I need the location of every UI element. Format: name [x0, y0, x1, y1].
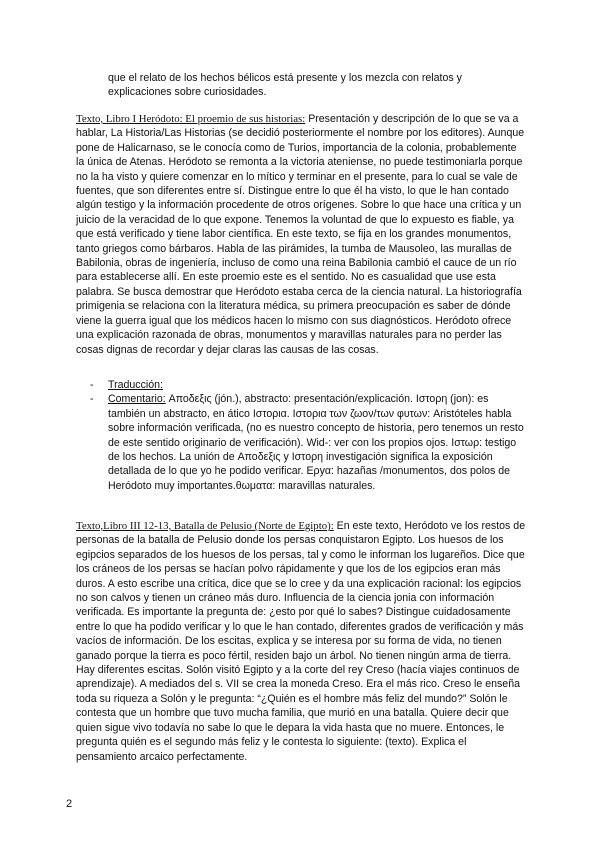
list-item-label: Comentario:	[108, 393, 166, 406]
list-dash: -	[90, 379, 94, 391]
list-dash: -	[90, 393, 94, 406]
intro-paragraph: que el relato de los hechos bélicos está presente y los mezcla con relatos y explicaciones sobre curiosidades.	[108, 72, 462, 99]
section-proemio	[76, 112, 526, 357]
section-proemio-heading: Texto, Libro I Heródoto: El proemio de sus historias:	[76, 113, 306, 125]
section-pelusio-heading: Texto,Libro III 12-13, Batalla de Pelusio (Norte de Egipto):	[76, 520, 334, 532]
page-number: 2	[66, 798, 73, 810]
list-item-label: Traducción:	[108, 379, 163, 391]
section-proemio-body: Presentación y descripción de lo que se va a hablar, La Historia/Las Historias (se decidió posteriormente el nombre por los editores). Aunque pone de Halicarnaso, se le conocía como de Turios, importancia de la colonia, probablemente la única de Atenas. Heródoto se remonta a la victoria ateniense, no puede testimoniarla porque no la ha visto y quiere comenzar en lo mítico y terminar en el presente, para lo cual se vale de fuentes, que son diferentes entre sí. Distingue entre lo que él ha visto, lo que le han contado algún testigo y la información procedente de otros orígenes. Sobre lo que hace una crítica y un juicio de la veracidad de lo que expone. Tenemos la voluntad de que lo expuesto es fiable, ya que está verificado y tiene labor científica. En este texto, se fija en los grandes monumentos, tanto griegos como bárbaros. Habla de las pirámides, la tumba de Mausoleo, las murallas de Babilonia, obras de ingeniería, incluso de como una reina Babilonia cambió el cauce de un río para establecerse allí. En este proemio este es el sentido. No es casualidad que use esta palabra. Se busca demostrar que Heródoto estaba cerca de la ciencia natural. La historiografía primigenia se relaciona con la literatura médica, su primera preocupación es saber de dónde viene la guerra igual que los médicos hacen lo mismo con sus diagnósticos. Heródoto ofrece una explicación razonada de obras, monumentos y maravillas naturales para no perder las cosas dignas de recordar y dejar claras las causas de las cosas.	[76, 113, 525, 356]
list-item-text: Αποδεξις (jón.), abstracto: presentación/explicación. Ιστορη (jon): es también un abstracto, en ático Ιστορια. Ιστορια των ζωον/των φυτων: Aristóteles habla sobre información verificada, (no es nuestro concepto de historia, pero tenemos un resto de este sentido originario de verificación). Wid-: ver con los propios ojos. Ιστωρ: testigo de los hechos. La unión de Αποδεξις y Ιστορη investigación significa la exposición detallada de lo que yo he podido verificar. Ερyα: hazañas /monumentos, dos polos de Heródoto muy importantes.θωματα: maravillas naturales.	[108, 393, 524, 492]
list-item-traduccion	[76, 378, 526, 392]
list-item-comentario	[76, 392, 526, 493]
section-pelusio	[76, 519, 526, 764]
section-pelusio-body: En este texto, Heródoto ve los restos de personas de la batalla de Pelusio donde los persas conquistaron Egipto. Los huesos de los egipcios separados de los huesos de los persas, tal y como le informan los lugareños. Dice que los cráneos de los persas se hacían polvo rápidamente y que los de los egipcios eran más duros. A esto escribe una crítica, dice que se lo cree y da una explicación racional: los egipcios no son calvos y tienen un cráneo más duro. Influencia de la ciencia jonia con información verificada. Es importante la pregunta de: ¿esto por qué lo sabes? Distingue cuidadosamente entre lo que ha podido verificar y lo que le han contado, diferentes grados de verificación y más vacíos de información. De los escitas, explica y se interesa por su forma de vida, no tienen ganado porque la tierra es poco fértil, residen bajo un árbol. No tienen ningún arma de tierra. Hay diferentes escitas. Solón visitó Egipto y a la corte del rey Creso (hacía viajes continuos de aprendizaje). A mediados del s. VII se crea la moneda Creso. Era el más rico. Creso le enseña toda su riqueza a Solón y le pregunta: “¿Quién es el hombre más feliz del mundo?” Solón le contesta que un hombre que tuvo mucha familia, que murió en una batalla. Quiere decir que quien sigue vivo todavía no sabe lo que le depara la vida hasta que no muere. Entonces, le pregunta quién es el segundo más feliz y le contesta lo siguiente: (texto). Explica el pensamiento arcaico perfectamente.	[76, 520, 526, 763]
commentary-list	[76, 378, 526, 493]
